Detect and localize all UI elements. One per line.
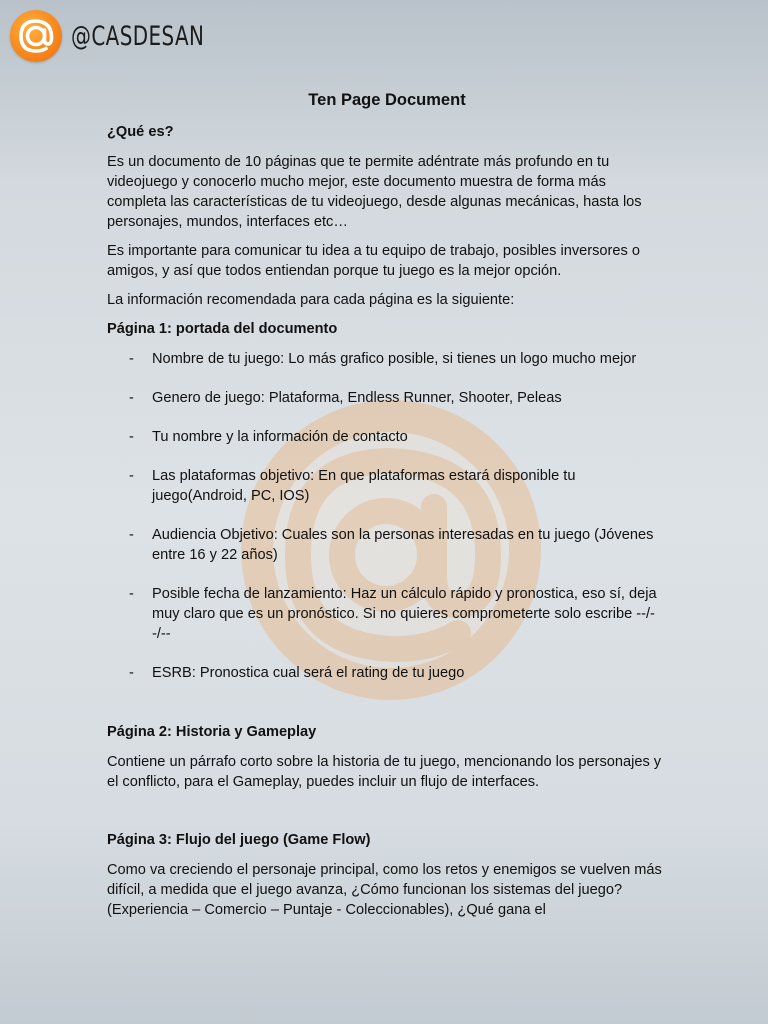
page1-list [107,349,667,683]
bullet-dash: - [129,586,134,602]
page3-paragraph: Como va creciendo el personaje principal, como los retos y enemigos se vuelven más difícil, a medida que el juego avanza, ¿Cómo funcionan los sistemas del juego? (Experiencia – Comercio – Puntaje - Coleccionables), ¿Qué gana el [107,862,662,918]
page2-heading: Página 2: Historia y Gameplay [107,724,317,740]
page1-heading: Página 1: portada del documento [107,321,338,337]
list-item-text: Audiencia Objetivo: Cuales son la personas interesadas en tu juego (Jóvenes entre 16 y 22 años) [152,527,654,563]
page2-paragraph: Contiene un párrafo corto sobre la historia de tu juego, mencionando los personajes y el conflicto, para el Gameplay, puedes incluir un flujo de interfaces. [107,754,662,790]
list-item [107,466,667,506]
brand-name: @CASDESAN [71,20,205,52]
what-heading: ¿Qué es? [107,124,174,140]
list-item-text: Genero de juego: Plataforma, Endless Runner, Shooter, Peleas [152,390,562,406]
list-item [107,349,667,369]
list-item [107,525,667,565]
page3-heading: Página 3: Flujo del juego (Game Flow) [107,832,371,848]
recommendation-paragraph: La información recomendada para cada página es la siguiente: [107,292,515,308]
bullet-dash: - [129,351,134,367]
list-item-text: Las plataformas objetivo: En que plataformas estará disponible tu juego(Android, PC, IOS) [152,468,576,504]
list-item [107,663,667,683]
intro-paragraph: Es un documento de 10 páginas que te permite adéntrate más profundo en tu videojuego y conocerlo mucho mejor, este documento muestra de forma más completa las características de tu videojuego, desde algunas mecánicas, hasta los personajes, mundos, interfaces etc… [107,154,642,230]
bullet-dash: - [129,390,134,406]
bullet-dash: - [129,527,134,543]
bullet-dash: - [129,665,134,681]
at-sign-icon [10,10,62,62]
list-item [107,388,667,408]
bullet-dash: - [129,429,134,445]
bullet-dash: - [129,468,134,484]
list-item-text: ESRB: Pronostica cual será el rating de tu juego [152,665,465,681]
list-item [107,427,667,447]
list-item-text: Nombre de tu juego: Lo más grafico posible, si tienes un logo mucho mejor [152,351,637,367]
importance-paragraph: Es importante para comunicar tu idea a tu equipo de trabajo, posibles inversores o amigos, y así que todos entiendan porque tu juego es la mejor opción. [107,243,640,279]
list-item-text: Posible fecha de lanzamiento: Haz un cálculo rápido y pronostica, eso sí, deja muy claro que es un pronóstico. Si no quieres comprometerte solo escribe --/--/-- [152,586,657,642]
document-body [107,90,667,920]
list-item-text: Tu nombre y la información de contacto [152,429,408,445]
document-title: Ten Page Document [308,91,466,109]
header [10,9,234,63]
list-item [107,584,667,644]
